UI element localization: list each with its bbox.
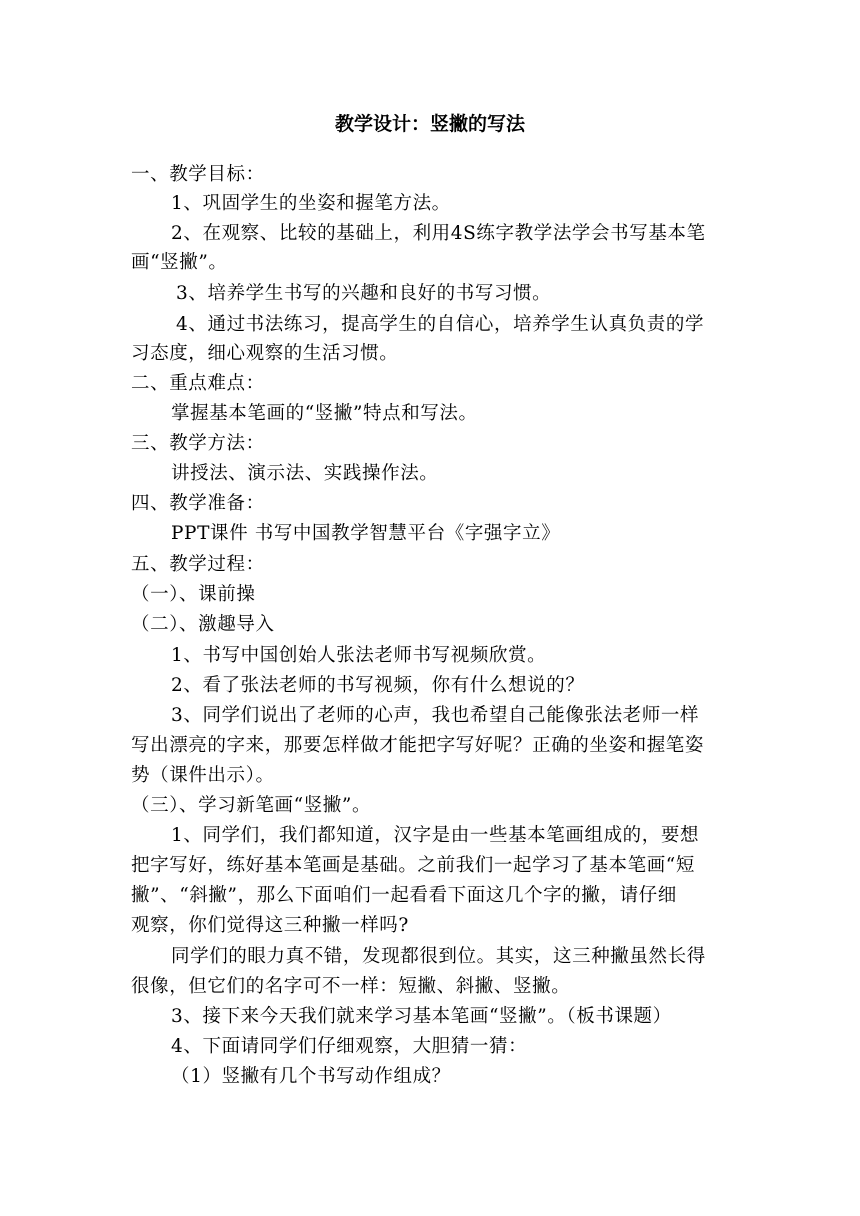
section-heading-preparation: 四、教学准备：: [131, 493, 265, 514]
paragraph-line: 习态度，细心观察的生活习惯。: [131, 343, 399, 364]
paragraph-line: 势（课件出示）。: [131, 765, 275, 786]
paragraph-line: 讲授法、演示法、实践操作法。: [171, 463, 439, 484]
paragraph-line: （1）竖撇有几个书写动作组成？: [171, 1066, 451, 1087]
paragraph-line: 1、书写中国创始人张法老师书写视频欣赏。: [171, 645, 547, 666]
paragraph-line: 同学们的眼力真不错，发现都很到位。其实，这三种撇虽然长得: [171, 946, 706, 967]
section-heading-methods: 三、教学方法：: [131, 433, 265, 454]
paragraph-line: 1、同学们，我们都知道，汉字是由一些基本笔画组成的，要想: [171, 825, 700, 846]
paragraph-line: 1、巩固学生的坐姿和握笔方法。: [171, 193, 451, 214]
subsection-heading: （三）、学习新笔画“竖撇”。: [131, 795, 372, 816]
paragraph-line: 很像，但它们的名字可不一样：短撇、斜撇、竖撇。: [131, 976, 571, 997]
paragraph-line: PPT课件 书写中国教学智慧平台《字强字立》: [171, 523, 561, 544]
section-heading-process: 五、教学过程：: [131, 554, 265, 575]
paragraph-line: 把字写好，练好基本笔画是基础。之前我们一起学习了基本笔画“短: [131, 855, 695, 876]
paragraph-line: 4、通过书法练习，提高学生的自信心，培养学生认真负责的学: [176, 314, 705, 335]
paragraph-line: 写出漂亮的字来，那要怎样做才能把字写好呢？正确的坐姿和握笔姿: [131, 735, 705, 756]
paragraph-line: 观察，你们觉得这三种撇一样吗?: [131, 915, 409, 936]
subsection-heading: （二）、激趣导入: [131, 614, 275, 635]
paragraph-line: 4、下面请同学们仔细观察，大胆猜一猜：: [171, 1036, 528, 1057]
paragraph-line: 3、培养学生书写的兴趣和良好的书写习惯。: [176, 283, 552, 304]
section-heading-objectives: 一、教学目标：: [131, 164, 265, 185]
paragraph-line: 3、同学们说出了老师的心声，我也希望自己能像张法老师一样: [171, 705, 700, 726]
paragraph-line: 画“竖撇”。: [131, 252, 228, 273]
paragraph-line: 撇”、“斜撇”，那么下面咱们一起看看下面这几个字的撇，请仔细: [131, 885, 677, 906]
subsection-heading: （一）、课前操: [131, 584, 256, 605]
section-heading-key-points: 二、重点难点：: [131, 373, 265, 394]
paragraph-line: 掌握基本笔画的“竖撇”特点和写法。: [171, 403, 478, 424]
document-title: 教学设计：竖撇的写法: [334, 113, 525, 135]
paragraph-line: 2、看了张法老师的书写视频，你有什么想说的？: [171, 675, 585, 696]
paragraph-line: 2、在观察、比较的基础上，利用4S练字教学法学会书写基本笔: [171, 223, 706, 244]
paragraph-line: 3、接下来今天我们就来学习基本笔画“竖撇”。（板书课题）: [171, 1006, 672, 1027]
